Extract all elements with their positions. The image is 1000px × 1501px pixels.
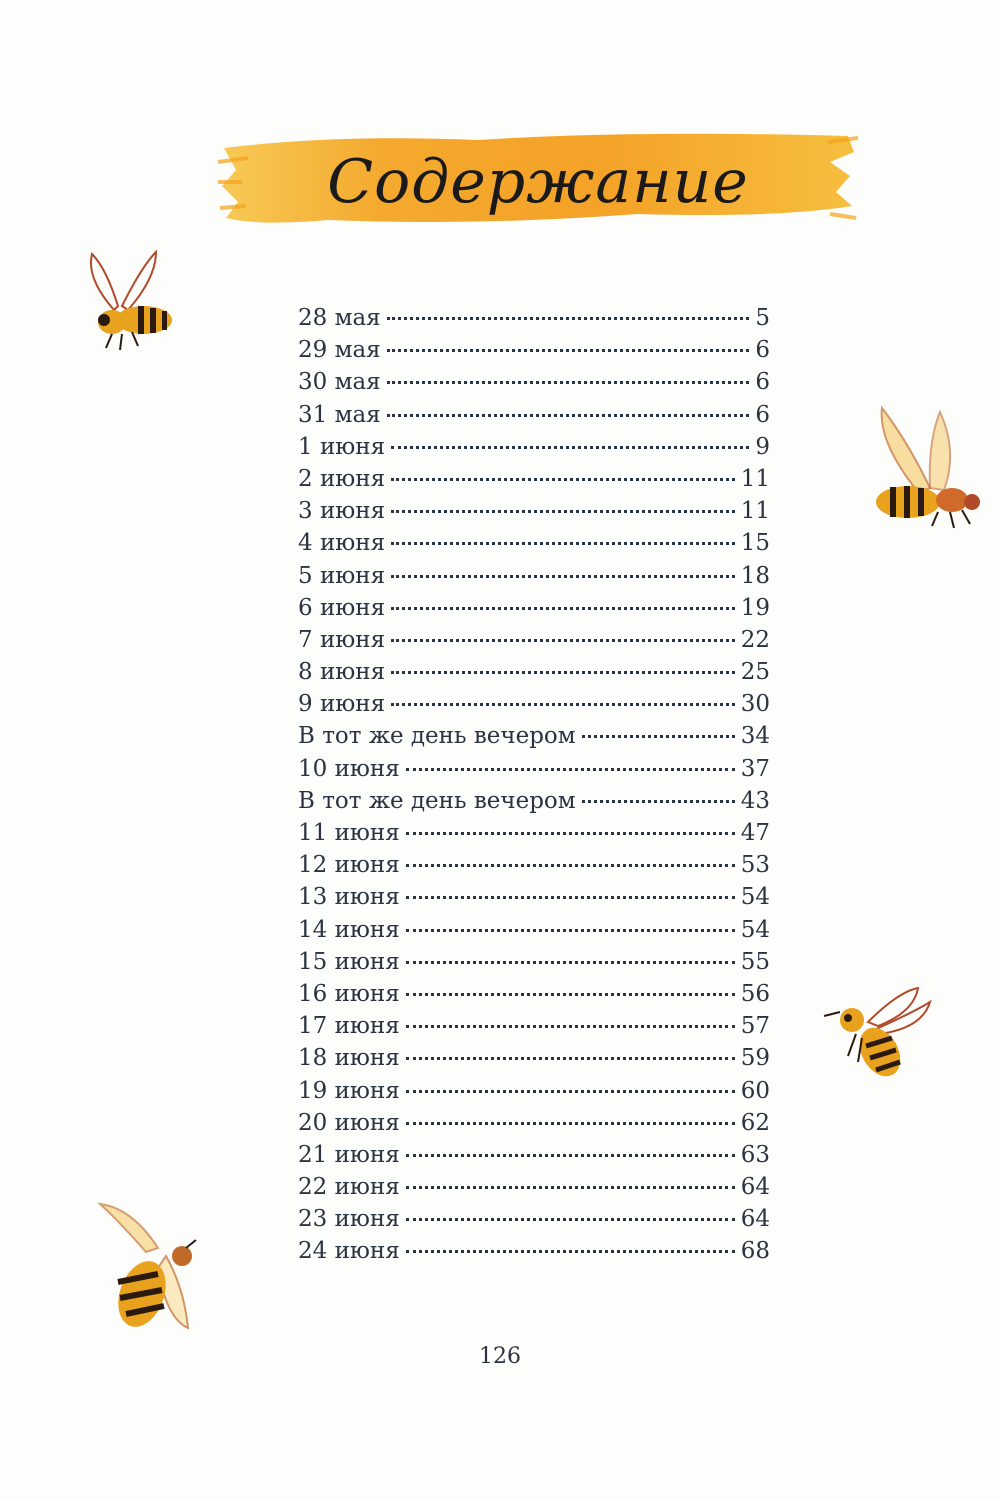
toc-entry — [298, 334, 770, 366]
toc-entry-label: 12 июня — [298, 852, 400, 879]
toc-entry — [298, 849, 770, 881]
toc-entry-page: 5 — [755, 305, 770, 331]
toc-entry-label: 21 июня — [298, 1141, 400, 1168]
toc-leader-dots — [391, 703, 735, 706]
toc-entry — [298, 656, 770, 688]
toc-entry-label: 31 мая — [298, 401, 381, 428]
toc-leader-dots — [406, 1025, 735, 1028]
toc-leader-dots — [582, 735, 735, 738]
toc-entry-page: 6 — [755, 369, 770, 396]
toc-entry-label: 24 июня — [298, 1238, 400, 1265]
table-of-contents — [298, 302, 770, 1268]
toc-entry-page: 55 — [740, 948, 770, 975]
toc-leader-dots — [582, 800, 735, 803]
toc-entry-page: 63 — [740, 1141, 770, 1168]
toc-entry-label: 2 июня — [298, 465, 386, 492]
toc-entry — [298, 1042, 770, 1074]
toc-entry — [298, 978, 770, 1010]
toc-leader-dots — [406, 864, 735, 867]
toc-entry-page: 62 — [740, 1109, 770, 1136]
toc-entry-page: 11 — [740, 498, 770, 525]
toc-entry — [298, 753, 770, 785]
toc-entry-label: 1 июня — [298, 433, 386, 460]
toc-entry-page: 19 — [740, 594, 770, 621]
toc-entry-label: 15 июня — [298, 948, 400, 975]
toc-entry — [298, 463, 770, 495]
toc-leader-dots — [406, 1186, 735, 1189]
bee-icon — [818, 982, 938, 1092]
toc-leader-dots — [406, 768, 735, 771]
toc-leader-dots — [406, 1090, 735, 1093]
toc-entry — [298, 366, 770, 398]
toc-entry — [298, 1171, 770, 1203]
page-number: 126 — [479, 1344, 521, 1369]
toc-leader-dots — [406, 1154, 735, 1157]
toc-entry — [298, 1139, 770, 1171]
toc-leader-dots — [391, 542, 735, 545]
toc-entry — [298, 881, 770, 913]
bee-icon — [82, 248, 192, 358]
toc-entry — [298, 720, 770, 752]
toc-entry-page: 6 — [755, 337, 770, 364]
toc-entry-page: 47 — [740, 820, 770, 846]
toc-entry — [298, 1010, 770, 1042]
toc-leader-dots — [406, 896, 735, 899]
toc-entry — [298, 946, 770, 978]
toc-leader-dots — [391, 671, 735, 674]
toc-entry-label: 13 июня — [298, 884, 400, 911]
toc-leader-dots — [391, 607, 735, 610]
toc-entry-page: 15 — [740, 530, 770, 557]
toc-entry — [298, 527, 770, 559]
toc-entry — [298, 560, 770, 592]
toc-leader-dots — [391, 478, 735, 481]
toc-entry-label: 16 июня — [298, 980, 400, 1007]
toc-entry-page: 54 — [740, 884, 770, 911]
toc-entry-page: 54 — [740, 916, 770, 943]
toc-entry — [298, 592, 770, 624]
toc-entry-page: 59 — [740, 1045, 770, 1072]
toc-leader-dots — [391, 575, 735, 578]
toc-entry — [298, 495, 770, 527]
toc-entry-label: В тот же день вечером — [298, 723, 576, 750]
toc-entry — [298, 817, 770, 849]
toc-entry — [298, 624, 770, 656]
toc-entry-label: 14 июня — [298, 916, 400, 943]
toc-entry-label: 8 июня — [298, 659, 386, 686]
toc-entry — [298, 431, 770, 463]
toc-leader-dots — [406, 1218, 735, 1221]
toc-leader-dots — [387, 414, 750, 417]
toc-entry-page: 6 — [755, 401, 770, 428]
toc-entry-label: 4 июня — [298, 530, 386, 557]
toc-leader-dots — [387, 381, 750, 384]
toc-leader-dots — [387, 349, 750, 352]
toc-entry — [298, 914, 770, 946]
toc-entry — [298, 1235, 770, 1267]
toc-leader-dots — [406, 929, 735, 932]
toc-leader-dots — [406, 832, 735, 835]
toc-leader-dots — [391, 446, 749, 449]
toc-entry-page: 25 — [740, 659, 770, 686]
toc-entry-page: 43 — [740, 787, 770, 814]
toc-entry-page: 57 — [740, 1013, 770, 1040]
toc-entry — [298, 1107, 770, 1139]
title-banner — [218, 122, 858, 242]
toc-entry-page: 30 — [740, 691, 770, 718]
toc-leader-dots — [406, 993, 735, 996]
toc-entry-page: 64 — [740, 1174, 770, 1201]
toc-entry-page: 68 — [740, 1238, 770, 1265]
toc-entry-label: 20 июня — [298, 1109, 400, 1136]
toc-entry-page: 18 — [740, 562, 770, 589]
toc-leader-dots — [391, 639, 735, 642]
toc-entry-page: 22 — [740, 626, 770, 653]
toc-entry-label: 17 июня — [298, 1013, 400, 1040]
toc-entry-label: 22 июня — [298, 1174, 400, 1201]
bee-icon — [868, 402, 988, 532]
toc-entry-label: 23 июня — [298, 1206, 400, 1233]
toc-entry-page: 56 — [740, 980, 770, 1007]
toc-entry-label: 10 июня — [298, 755, 400, 782]
toc-leader-dots — [406, 1122, 735, 1125]
toc-entry-label: 6 июня — [298, 594, 386, 621]
toc-leader-dots — [391, 510, 735, 513]
toc-entry-page: 34 — [740, 723, 770, 750]
toc-entry-page: 37 — [740, 755, 770, 782]
toc-entry-label: 30 мая — [298, 369, 381, 396]
toc-leader-dots — [387, 317, 750, 320]
toc-entry-page: 64 — [740, 1206, 770, 1233]
toc-entry-page: 60 — [740, 1077, 770, 1104]
toc-leader-dots — [406, 961, 735, 964]
toc-entry-label: 29 мая — [298, 337, 381, 364]
toc-entry-label: 11 июня — [298, 820, 400, 846]
toc-entry — [298, 688, 770, 720]
toc-entry-label: 18 июня — [298, 1045, 400, 1072]
page-title: Содержание — [327, 147, 749, 217]
toc-entry-label: 5 июня — [298, 562, 386, 589]
toc-entry-label: 28 мая — [298, 305, 381, 331]
toc-entry-page: 9 — [755, 433, 770, 460]
toc-entry — [298, 1203, 770, 1235]
toc-entry-label: В тот же день вечером — [298, 787, 576, 814]
toc-entry — [298, 1075, 770, 1107]
toc-entry — [298, 399, 770, 431]
toc-entry-page: 53 — [740, 852, 770, 879]
toc-leader-dots — [406, 1057, 735, 1060]
toc-entry-label: 9 июня — [298, 691, 386, 718]
bee-icon — [96, 1198, 226, 1338]
toc-entry — [298, 302, 770, 334]
toc-entry-label: 7 июня — [298, 626, 386, 653]
toc-leader-dots — [406, 1250, 735, 1253]
toc-entry-label: 3 июня — [298, 498, 386, 525]
toc-entry-page: 11 — [740, 465, 770, 492]
toc-entry-label: 19 июня — [298, 1077, 400, 1104]
toc-entry — [298, 785, 770, 817]
